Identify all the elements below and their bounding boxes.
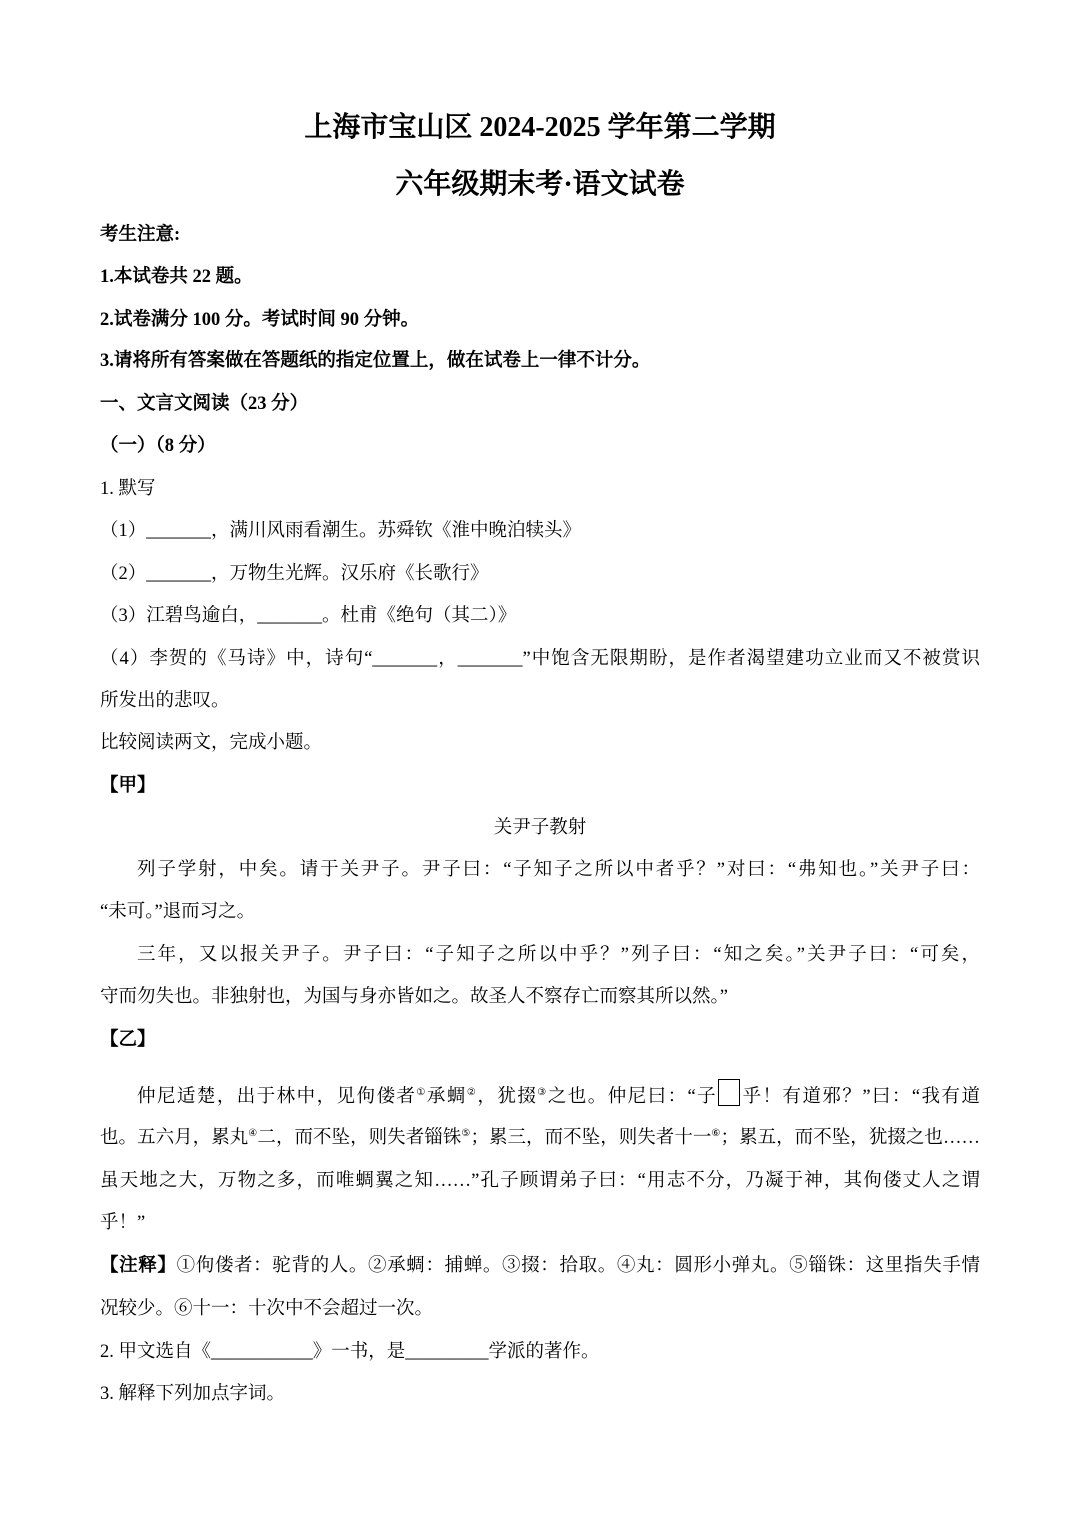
footnote-marker: ④ [248,1127,258,1139]
question-1-item-1: （1）_______，满川风雨看潮生。苏舜钦《淮中晚泊犊头》 [100,521,582,541]
passage-a-line-3: 三年，又以报关尹子。尹子曰：“子知子之所以中乎？”列子曰：“知之矣。”关尹子曰：“可矣， [137,945,980,965]
passage-b-text: 乎！有道邪？”曰：“我有道 [741,1087,980,1107]
notes-line-2: 况较少。⑥十一：十次中不会超过一次。 [100,1299,434,1319]
question-1-item-3: （3）江碧鸟逾白，_______。杜甫《绝句（其二）》 [100,606,517,626]
passage-b-text: 仲尼适楚，出于林中，见佝偻者 [137,1087,417,1107]
passage-b-text: 之也。仲尼曰：“子 [547,1087,718,1107]
passage-b-text: ，犹掇 [477,1087,538,1107]
notes-text: ①佝偻者：驼背的人。②承蜩：捕蝉。③掇：拾取。④丸：圆形小弹丸。⑤锱铢：这里指失手情 [176,1256,980,1276]
passage-b-text: 二，而不坠，则失者锱铢 [257,1128,462,1148]
passage-a-label: 【甲】 [100,776,156,796]
question-1-label: 1. 默写 [100,479,156,499]
notice-item-3: 3.请将所有答案做在答题纸的指定位置上，做在试卷上一律不计分。 [100,351,651,371]
footnote-marker: ⑥ [711,1127,721,1139]
passage-b-line-2 [100,1123,980,1153]
question-3: 3. 解释下列加点字词。 [100,1384,286,1404]
section-heading: 一、文言文阅读（23 分） [100,394,309,414]
question-1-item-2: （2）_______，万物生光辉。汉乐府《长歌行》 [100,564,489,584]
passage-b-text: 承蜩 [426,1087,467,1107]
passage-a-line-4: 守而勿失也。非独射也，为国与身亦皆如之。故圣人不察存亡而察其所以然。” [100,987,728,1007]
notice-heading: 考生注意: [100,225,181,245]
footnote-marker: ② [466,1086,478,1098]
question-1-item-4-continuation: 所发出的悲叹。 [100,691,230,711]
footnote-marker: ⑤ [461,1127,471,1139]
reading-instruction: 比较阅读两文，完成小题。 [100,733,323,753]
passage-b-label: 【乙】 [100,1030,156,1050]
part-heading: （一）（8 分） [100,436,216,456]
passage-b-line-4: 乎！” [100,1213,146,1233]
passage-b-text: ；累五，而不坠，犹掇之也…… [720,1128,980,1148]
exam-title-line-2: 六年级期末考·语文试卷 [395,169,685,200]
question-2: 2. 甲文选自《___________》一书，是_________学派的著作。 [100,1342,600,1362]
passage-a-line-2: “未可。”退而习之。 [100,902,256,922]
question-1-item-4: （4）李贺的《马诗》中，诗句“_______，_______”中饱含无限期盼，是作者渴望建功立业而又不被赏识 [100,649,980,669]
passage-b-text: 也。五六月，累丸 [100,1128,249,1148]
notes-line-1 [100,1251,980,1281]
notes-label: 【注释】 [100,1256,177,1276]
passage-b-line-1 [100,1079,980,1109]
passage-b-line-3: 虽天地之大，万物之多，而唯蜩翼之知……”孔子顾谓弟子曰：“用志不分，乃凝于神，其佝偻丈人之谓 [100,1171,980,1191]
footnote-marker: ③ [537,1086,548,1098]
exam-title-line-1: 上海市宝山区 2024-2025 学年第二学期 [304,112,776,143]
passage-b-text: ；累三，而不坠，则失者十一 [470,1128,712,1148]
notice-item-2: 2.试卷满分 100 分。考试时间 90 分钟。 [100,310,420,330]
passage-a-line-1: 列子学射，中矣。请于关尹子。尹子曰：“子知子之所以中者乎？”对曰：“弗知也。”关尹子曰： [137,860,980,880]
notice-item-1: 1.本试卷共 22 题。 [100,267,253,287]
passage-a-title: 关尹子教射 [493,818,587,838]
footnote-marker: ① [416,1086,427,1098]
missing-character-box [718,1079,740,1106]
